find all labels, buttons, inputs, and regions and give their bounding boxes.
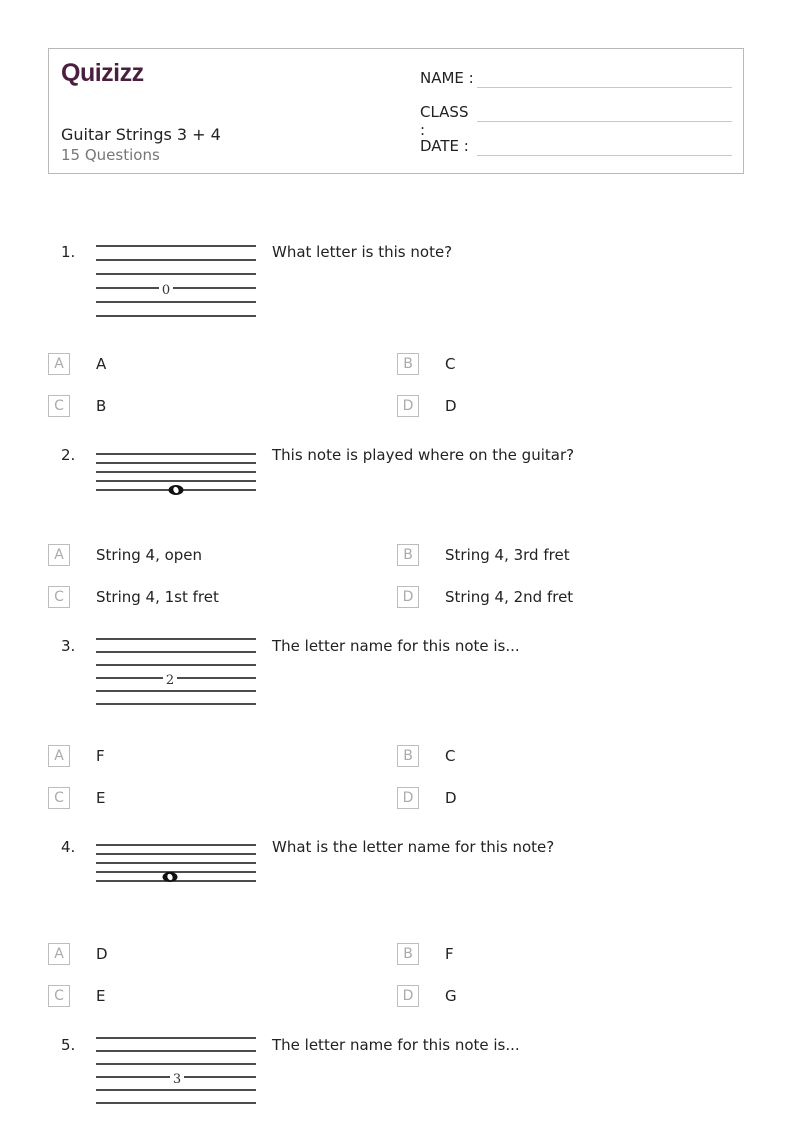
- tab-fret-number: 2: [165, 673, 175, 688]
- option-b-box[interactable]: B: [397, 544, 419, 566]
- option-d-box[interactable]: D: [397, 586, 419, 608]
- date-line[interactable]: [477, 155, 732, 156]
- option-c-box[interactable]: C: [48, 985, 70, 1007]
- worksheet-title: Guitar Strings 3 + 4: [61, 125, 221, 144]
- option-a-text: F: [96, 747, 105, 765]
- name-line[interactable]: [477, 87, 732, 88]
- option-b-box[interactable]: B: [397, 943, 419, 965]
- option-a-text: A: [96, 355, 107, 373]
- option-b-box[interactable]: B: [397, 353, 419, 375]
- class-field[interactable]: [420, 103, 477, 139]
- music-staff-image: [96, 838, 256, 888]
- option-c-text: E: [96, 789, 106, 807]
- option-a-box[interactable]: A: [48, 353, 70, 375]
- option-b-text: String 4, 3rd fret: [445, 546, 570, 564]
- option-c-box[interactable]: C: [48, 787, 70, 809]
- option-d-text: G: [445, 987, 457, 1005]
- question-number: 4.: [61, 838, 76, 856]
- option-b-text: C: [445, 747, 456, 765]
- question-number: 5.: [61, 1036, 76, 1054]
- tab-staff-image: [96, 1032, 256, 1112]
- question-number: 3.: [61, 637, 76, 655]
- option-c-box[interactable]: C: [48, 586, 70, 608]
- quizizz-logo: Quizizz: [61, 59, 144, 87]
- option-a-text: String 4, open: [96, 546, 203, 564]
- music-staff-image: [96, 447, 256, 497]
- class-line[interactable]: [477, 121, 732, 122]
- option-b-box[interactable]: B: [397, 745, 419, 767]
- question-text: What is the letter name for this note?: [272, 838, 555, 856]
- option-c-text: String 4, 1st fret: [96, 588, 219, 606]
- date-field[interactable]: [420, 137, 477, 155]
- worksheet-header: [48, 48, 744, 174]
- name-label: NAME :: [420, 69, 474, 87]
- question-number: 2.: [61, 446, 76, 464]
- option-c-text: B: [96, 397, 107, 415]
- question-text: What letter is this note?: [272, 243, 453, 261]
- option-c-box[interactable]: C: [48, 395, 70, 417]
- date-label: DATE :: [420, 137, 469, 155]
- option-a-box[interactable]: A: [48, 745, 70, 767]
- name-field[interactable]: [420, 69, 477, 87]
- question-text: The letter name for this note is...: [272, 637, 520, 655]
- option-b-text: C: [445, 355, 456, 373]
- option-d-box[interactable]: D: [397, 985, 419, 1007]
- tab-fret-number: 0: [161, 283, 171, 298]
- option-d-text: D: [445, 397, 457, 415]
- class-label: CLASS :: [420, 103, 469, 139]
- question-text: This note is played where on the guitar?: [272, 446, 575, 464]
- option-d-text: String 4, 2nd fret: [445, 588, 574, 606]
- tab-fret-number: 3: [172, 1072, 182, 1087]
- question-number: 1.: [61, 243, 76, 261]
- option-b-text: F: [445, 945, 454, 963]
- option-a-box[interactable]: A: [48, 943, 70, 965]
- tab-staff-image: [96, 633, 256, 711]
- question-text: The letter name for this note is...: [272, 1036, 520, 1054]
- option-d-box[interactable]: D: [397, 395, 419, 417]
- option-d-box[interactable]: D: [397, 787, 419, 809]
- tab-staff-image: [96, 240, 256, 322]
- option-a-text: D: [96, 945, 108, 963]
- option-a-box[interactable]: A: [48, 544, 70, 566]
- question-count: 15 Questions: [61, 146, 160, 164]
- option-c-text: E: [96, 987, 106, 1005]
- option-d-text: D: [445, 789, 457, 807]
